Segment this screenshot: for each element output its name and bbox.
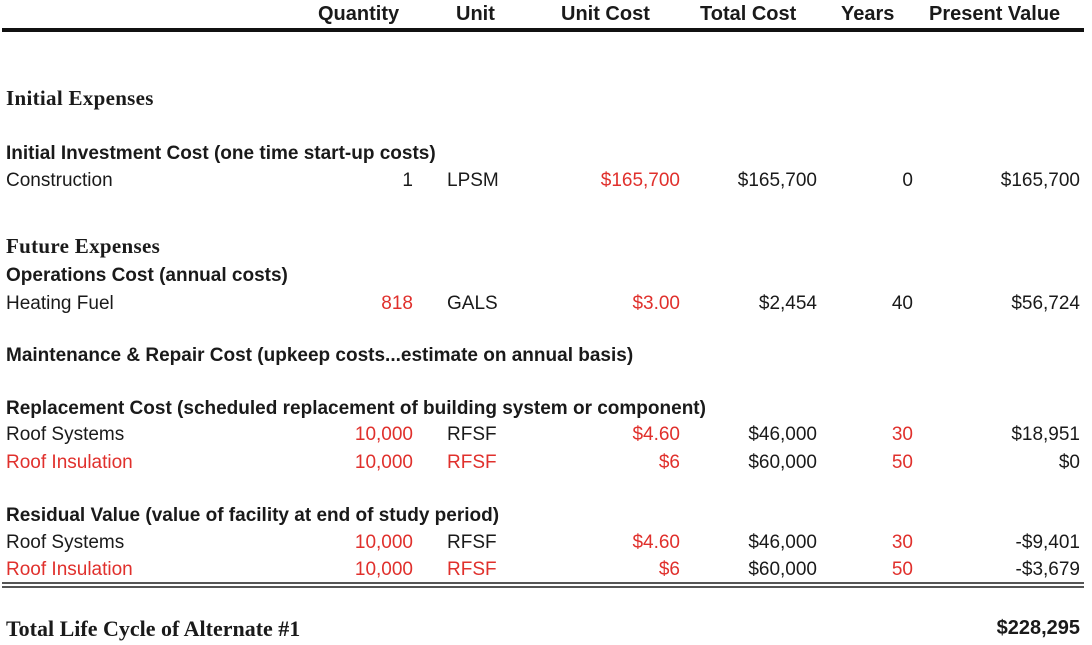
initial-expenses-heading: Initial Expenses — [6, 86, 154, 110]
row-replacement-roof-systems-unit-cost: $4.60 — [632, 424, 680, 445]
row-residual-roof-insulation-unit-cost: $6 — [658, 559, 680, 580]
row-replacement-roof-insulation-years: 50 — [891, 452, 913, 473]
row-heating-fuel-unit: GALS — [447, 293, 498, 314]
row-construction-present-value: $165,700 — [1000, 170, 1080, 191]
total-double-rule — [2, 582, 1084, 588]
residual-value-title: Residual Value (value of facility at end of study period) — [6, 505, 500, 526]
row-replacement-roof-systems-present-value: $18,951 — [1011, 424, 1080, 445]
row-residual-roof-systems-unit: RFSF — [447, 532, 497, 553]
row-replacement-roof-insulation-unit: RFSF — [447, 452, 497, 473]
row-construction-years: 0 — [902, 170, 913, 191]
total-life-cycle-label: Total Life Cycle of Alternate #1 — [6, 616, 301, 641]
row-residual-roof-insulation-item: Roof Insulation — [6, 559, 133, 580]
row-heating-fuel-quantity: 818 — [381, 293, 413, 314]
row-replacement-roof-insulation-total-cost: $60,000 — [748, 452, 817, 473]
row-heating-fuel-present-value: $56,724 — [1011, 293, 1080, 314]
row-heating-fuel-unit-cost: $3.00 — [632, 293, 680, 314]
future-expenses-heading: Future Expenses — [6, 234, 161, 258]
row-replacement-roof-systems-total-cost: $46,000 — [748, 424, 817, 445]
header-rule — [2, 28, 1084, 32]
row-replacement-roof-insulation-quantity: 10,000 — [354, 452, 413, 473]
row-residual-roof-systems-item: Roof Systems — [6, 532, 125, 553]
maintenance-cost-title: Maintenance & Repair Cost (upkeep costs...estimate on annual basis) — [6, 345, 634, 366]
row-residual-roof-systems-quantity: 10,000 — [354, 532, 413, 553]
row-residual-roof-systems-years: 30 — [891, 532, 913, 553]
col-header-unit: Unit — [456, 3, 495, 25]
col-header-unit-cost: Unit Cost — [561, 3, 650, 25]
row-replacement-roof-insulation-present-value: $0 — [1058, 452, 1080, 473]
row-residual-roof-systems-total-cost: $46,000 — [748, 532, 817, 553]
row-heating-fuel-total-cost: $2,454 — [758, 293, 817, 314]
row-construction-item: Construction — [6, 170, 113, 191]
total-life-cycle-value: $228,295 — [996, 617, 1080, 639]
replacement-cost-title: Replacement Cost (scheduled replacement of building system or component) — [6, 398, 706, 419]
row-residual-roof-insulation-years: 50 — [891, 559, 913, 580]
row-construction-total-cost: $165,700 — [737, 170, 817, 191]
operations-cost-title: Operations Cost (annual costs) — [6, 265, 288, 286]
row-residual-roof-systems-present-value: -$9,401 — [1015, 532, 1080, 553]
row-replacement-roof-systems-unit: RFSF — [447, 424, 497, 445]
row-residual-roof-insulation-unit: RFSF — [447, 559, 497, 580]
col-header-quantity: Quantity — [318, 3, 400, 25]
col-header-total-cost: Total Cost — [700, 3, 797, 25]
row-construction-unit-cost: $165,700 — [600, 170, 680, 191]
row-replacement-roof-systems-quantity: 10,000 — [354, 424, 413, 445]
row-replacement-roof-insulation-item: Roof Insulation — [6, 452, 133, 473]
row-residual-roof-insulation-total-cost: $60,000 — [748, 559, 817, 580]
row-replacement-roof-insulation-unit-cost: $6 — [658, 452, 680, 473]
row-residual-roof-insulation-present-value: -$3,679 — [1015, 559, 1080, 580]
col-header-years: Years — [841, 3, 895, 25]
col-header-present-value: Present Value — [929, 3, 1061, 25]
initial-investment-title: Initial Investment Cost (one time start-up costs) — [6, 143, 436, 164]
row-residual-roof-systems-unit-cost: $4.60 — [632, 532, 680, 553]
row-construction-quantity: 1 — [402, 170, 413, 191]
row-construction-unit: LPSM — [447, 170, 499, 191]
row-replacement-roof-systems-years: 30 — [891, 424, 913, 445]
row-heating-fuel-item: Heating Fuel — [6, 293, 114, 314]
row-residual-roof-insulation-quantity: 10,000 — [354, 559, 413, 580]
row-replacement-roof-systems-item: Roof Systems — [6, 424, 125, 445]
row-heating-fuel-years: 40 — [891, 293, 913, 314]
